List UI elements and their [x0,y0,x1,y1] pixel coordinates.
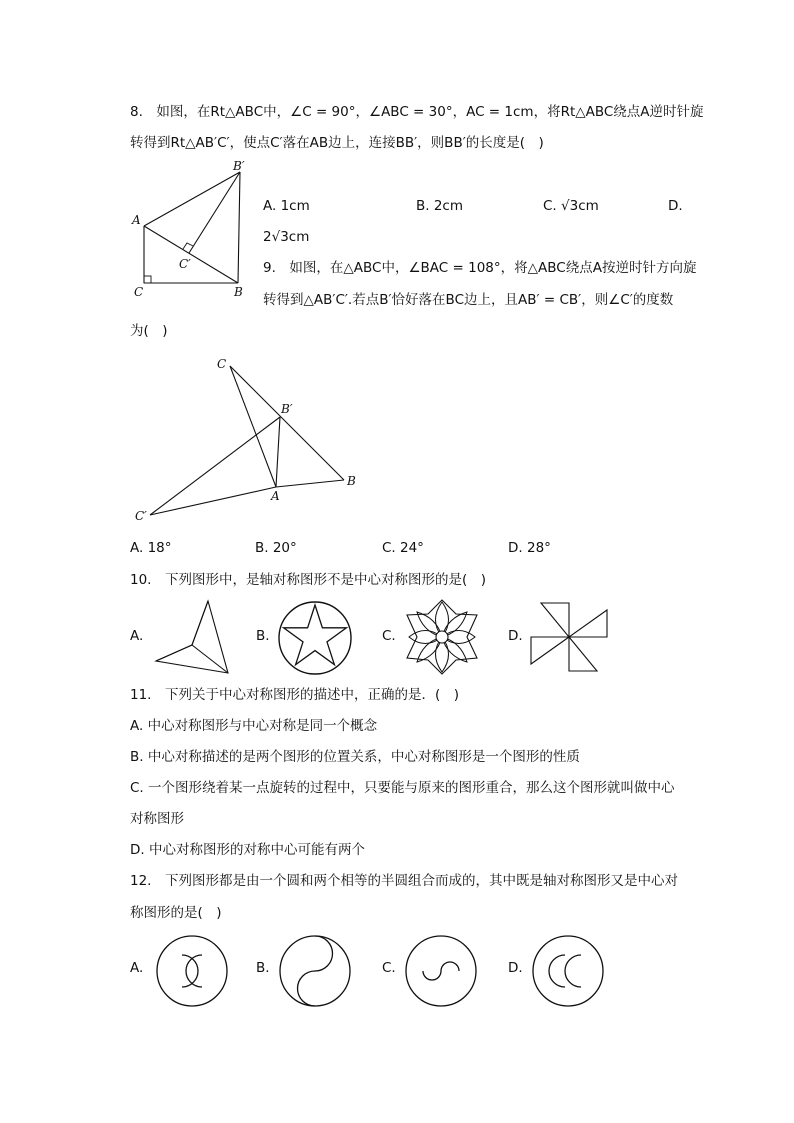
q9-option-c[interactable]: C. 24° [382,540,424,556]
q11-option-d[interactable]: D. 中心对称图形的对称中心可能有两个 [130,842,365,858]
q11-option-a[interactable]: A. 中心对称图形与中心对称是同一个概念 [130,718,378,734]
q8-stem-line2: 转得到Rt△AB′C′，使点C′落在AB边上，连接BB′，则BB′的长度是( ) [130,135,544,151]
q8-stem-line1: 8. 如图，在Rt△ABC中，∠C = 90°，∠ABC = 30°，AC = 1cm，将Rt△ABC绕点A逆时针旋 [130,104,704,120]
q11-option-c-wrap: 对称图形 [130,811,184,827]
q12-option-b[interactable]: B. [256,960,270,976]
q10-option-c[interactable]: C. [382,628,396,644]
q12-option-a[interactable]: A. [130,960,144,976]
q9-option-b[interactable]: B. 20° [255,540,297,556]
q8-label-b: B [234,285,243,299]
q12-option-c[interactable]: C. [382,960,396,976]
q8-label-c: C [134,285,144,299]
q8-option-d[interactable]: D. [668,198,683,214]
q10-figure-b-star-in-circle [277,600,353,676]
q10-stem: 10. 下列图形中，是轴对称图形不是中心对称图形的是( ) [130,572,487,588]
q12-figure-c [404,934,478,1008]
q8-label-b-prime: B′ [233,159,245,173]
q9-option-a[interactable]: A. 18° [130,540,172,556]
q8-label-a: A [132,213,141,227]
q12-stem-line2: 称图形的是( ) [130,905,222,921]
q8-option-a[interactable]: A. 1cm [263,198,310,214]
q10-option-d[interactable]: D. [508,628,523,644]
q10-figure-d-pinwheel [529,600,609,674]
q11-option-b[interactable]: B. 中心对称描述的是两个图形的位置关系，中心对称图形是一个图形的性质 [130,749,580,765]
q9-label-c: C [217,357,227,371]
q9-triangle-figure [130,350,370,530]
q12-stem-line1: 12. 下列图形都是由一个圆和两个相等的半圆组合而成的，其中既是轴对称图形又是中心对 [130,873,678,889]
q8-option-b[interactable]: B. 2cm [416,198,464,214]
q10-figure-c-flower [403,598,481,676]
q12-figure-b [278,934,352,1008]
q10-option-a[interactable]: A. [130,628,144,644]
q9-label-a: A [271,489,280,503]
q9-option-d[interactable]: D. 28° [508,540,551,556]
q12-figure-a [155,934,229,1008]
q10-figure-a [152,598,232,676]
q9-stem-line1: 9. 如图，在△ABC中，∠BAC = 108°，将△ABC绕点A按逆时针方向旋 [263,260,697,276]
q8-option-c[interactable]: C. √3cm [543,198,599,214]
q9-label-b-prime: B′ [281,402,293,416]
q11-option-c[interactable]: C. 一个图形绕着某一点旋转的过程中，只要能与原来的图形重合，那么这个图形就叫做中心 [130,780,675,796]
q12-figure-d [531,934,605,1008]
q8-triangle-figure [130,158,260,298]
q9-stem-line3: 为( ) [130,323,168,339]
q8-label-c-prime: C′ [179,257,191,271]
q8-option-d-value: 2√3cm [263,229,310,245]
q12-option-d[interactable]: D. [508,960,523,976]
q9-stem-line2: 转得到△AB′C′.若点B′恰好落在BC边上，且AB′ = CB′，则∠C′的度数 [263,292,674,308]
q9-label-c-prime: C′ [135,509,147,523]
q11-stem: 11. 下列关于中心对称图形的描述中，正确的是．( ) [130,687,460,703]
q10-option-b[interactable]: B. [256,628,270,644]
q9-label-b: B [347,474,356,488]
